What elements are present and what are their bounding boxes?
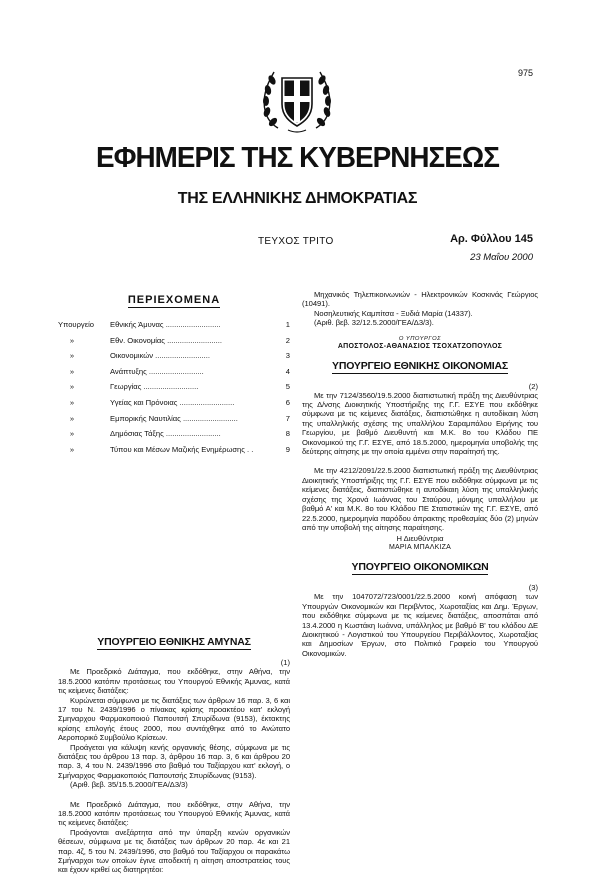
paragraph: Με την 7124/3560/19.5.2000 διαπιστωτική πράξη της Διευθύντριας της Δ/νσης Διοικητικής Υποστήριξης της Γ.Γ. ΕΣΥΕ που εκδόθηκε σύμφωνα με τις κείμενες διατάξεις, διαπιστώθηκε η αυτοδίκαιη λύση της υπαλληλικής σχέσης της υπαλλήλου Σαραμπάλου Ειρήνης του Γεωργίου, με βαθμό Διευθυντή και Μ.Κ. 8ο του Κλάδου ΠΕ Οικονομικού της Γ.Γ. ΕΣΥΕ, από 18.5.2000, ημερομηνία υποβολής της δεύτερης αίτησης με την οποία εμμένει στην παραίτησή της.: [302, 390, 538, 457]
section-heading-finance: ΥΠΟΥΡΓΕΙΟ ΟΙΚΟΝΟΜΙΚΩΝ: [351, 561, 489, 574]
issue-number: Αρ. Φύλλου 145: [450, 233, 533, 245]
paragraph: (Αριθ. βεβ. 32/12.5.2000/ΓΕΑ/Δ3/3).: [314, 318, 434, 328]
table-of-contents: [58, 320, 290, 460]
section-heading-national-economy: ΥΠΟΥΡΓΕΙΟ ΕΘΝΙΚΗΣ ΟΙΚΟΝΟΜΙΑΣ: [332, 359, 508, 372]
greek-coat-of-arms-emblem: [258, 64, 336, 136]
section-heading-defence: ΥΠΟΥΡΓΕΙΟ ΕΘΝΙΚΗΣ ΑΜΥΝΑΣ: [97, 636, 251, 649]
toc-item[interactable]: » Υγείας και Πρόνοιας .......................... 6: [69, 397, 290, 407]
toc-item[interactable]: Υπουργείο Εθνικής Άμυνας .......................... 1: [58, 320, 290, 329]
toc-item[interactable]: » Εμπορικής Ναυτιλίας .......................... 7: [69, 413, 290, 423]
issue-date: 23 Μαΐου 2000: [470, 252, 533, 263]
signature-role: Η Διευθύντρια: [396, 534, 444, 544]
page-number: 975: [517, 68, 533, 78]
paragraph: Με την 4212/2091/22.5.2000 διαπιστωτική πράξη της Διευθύντριας Διοικητικής Υποστήριξης της Γ.Γ. ΕΣΥΕ που εκδόθηκε σύμφωνα με τις κείμενες διατάξεις, διαπιστώθηκε η αυτοδίκαιη λύση της υπαλληλικής σχέσης της Χρονά Ιωάννας του Σταύρου, μόνιμης υπαλλήλου με βαθμό Α' και Μ.Κ. 8ο του Κλάδου ΠΕ Στατιστικών της Γ.Γ. ΕΣΥΕ, από 22.5.2000, ημερομηνία παρόδου άπρακτης προθεσμίας δύο (2) μηνών από την υποβολή της αίτησης παραίτησης.: [302, 466, 538, 532]
gazette-title: ΕΦΗΜΕΡΙΣ ΤΗΣ ΚΥΒΕΡΝΗΣΕΩΣ: [96, 142, 499, 174]
toc-item[interactable]: » Δημόσιας Τάξης .......................... 8: [69, 429, 290, 439]
paragraph: Με Προεδρικό Διάταγμα, που εκδόθηκε, στην Αθήνα, την 18.5.2000 κατόπιν προτάσεως του Υπουργού Εθνικής Άμυνας, κατά τις κείμενες διατάξεις:: [58, 667, 290, 696]
toc-title: ΠΕΡΙΕΧΟΜΕΝΑ: [127, 294, 221, 306]
gazette-subtitle: ΤΗΣ ΕΛΛΗΝΙΚΗΣ ΔΗΜΟΚΡΑΤΙΑΣ: [177, 190, 418, 207]
decision-number: (3): [528, 583, 538, 593]
signature-name: ΜΑΡΙΑ ΜΠΑΛΚΙΖΑ: [389, 544, 451, 552]
signature-name: ΑΠΟΣΤΟΛΟΣ-ΑΘΑΝΑΣΙΟΣ ΤΣΟΧΑΤΖΟΠΟΥΛΟΣ: [337, 342, 503, 350]
decision-number: (2): [528, 381, 538, 391]
signature-role: Ο ΥΠΟΥΡΓΟΣ: [398, 335, 442, 342]
issue-series: ΤΕΥΧΟΣ ΤΡΙΤΟ: [258, 236, 334, 247]
paragraph: Προάγονται ανεξάρτητα από την ύπαρξη κενών οργανικών θέσεων, σύμφωνα με τις διατάξεις των άρθρων 20 παρ. 4ε και 21 παρ. 4ζ, 5 του Ν. 2439/1996, στο βαθμό του Ταξίαρχου οι παρακάτω Σμήναρχοι των οποίων έγινε αποδεκτή η αίτηση αποστρατείας τους και έχουν κριθεί ως διατηρητέοι:: [58, 827, 290, 875]
decision-number: (1): [280, 658, 290, 668]
paragraph: Νοσηλευτικής Καμπίτσα - Ξυδιά Μαρία (14337).: [314, 308, 473, 318]
paragraph: Κυρώνεται σύμφωνα με τις διατάξεις των άρθρων 16 παρ. 3, 6 και 17 του Ν. 2439/1996 ο πίνακας κρίσης προακτέου κατ' εκλογή Σμηναρχου Φαρμακοποιού Παπουτσή Σπυρίδωνα (9153), έκτακτης κρίσης επιλογής έτους 2000, που συντάχθηκε από το Ανώτατο Αεροπορικό Συμβούλιο Κρίσεων.: [58, 695, 290, 743]
paragraph: Με την 1047072/723/0001/22.5.2000 κοινή απόφαση των Υπουργών Οικονομικών και Περιβ/ντος, Χωροταξίας και Δημ. Έργων, που εκδόθηκε σύμφωνα με τις κείμενες διατάξεις, αποσπάται από 13.4.2000 η Κωστάκη Ιωάννα, υπάλληλος με βαθμό Β' του κλάδου ΔΕ Διοικητικού - Λογιστικού του Υπουργείου Περιβάλλοντος, Χωροταξίας και Δημοσίων Έργων, στο Πολιτικό Γραφείο του Υπουργού Οικονομικών.: [302, 592, 538, 658]
toc-item[interactable]: » Ανάπτυξης .......................... 4: [69, 366, 290, 376]
paragraph: Με Προεδρικό Διάταγμα, που εκδόθηκε, στην Αθήνα, την 18.5.2000 κατόπιν προτάσεως του Υπουργού Εθνικής Άμυνας, κατά τις κείμενες διατάξεις:: [58, 799, 290, 828]
left-column: [58, 290, 290, 875]
right-column: [302, 290, 538, 658]
paragraph: Μηχανικός Τηλεπικοινωνιών - Ηλεκτρονικών Κοσκινάς Γεώργιος (10491).: [302, 290, 538, 309]
toc-item[interactable]: » Εθν. Οικονομίας .......................... 2: [69, 335, 290, 345]
toc-item[interactable]: » Οικονομικών .......................... 3: [69, 351, 290, 361]
paragraph: Προάγεται για κάλυψη κενής οργανικής θέσης, σύμφωνα με τις διατάξεις του άρθρου 13 παρ. 3, άρθρου 16 παρ. 3, 6 και άρθρου 20 παρ. 3, 4 του Ν. 2439/1996 στο βαθμό του Ταξίαρχου κατ' εκλογή, ο Σμήναρχος Φαρμακοποιός Παπουτσής Σπυρίδωνας (9153).: [58, 742, 290, 780]
paragraph: (Αριθ. βεβ. 35/15.5.2000/ΓΕΑ/Δ3/3): [70, 780, 188, 790]
toc-item[interactable]: » Τύπου και Μέσων Μαζικής Ενημέρωσης . . 9: [69, 444, 290, 454]
toc-item[interactable]: » Γεωργίας .......................... 5: [69, 382, 290, 392]
